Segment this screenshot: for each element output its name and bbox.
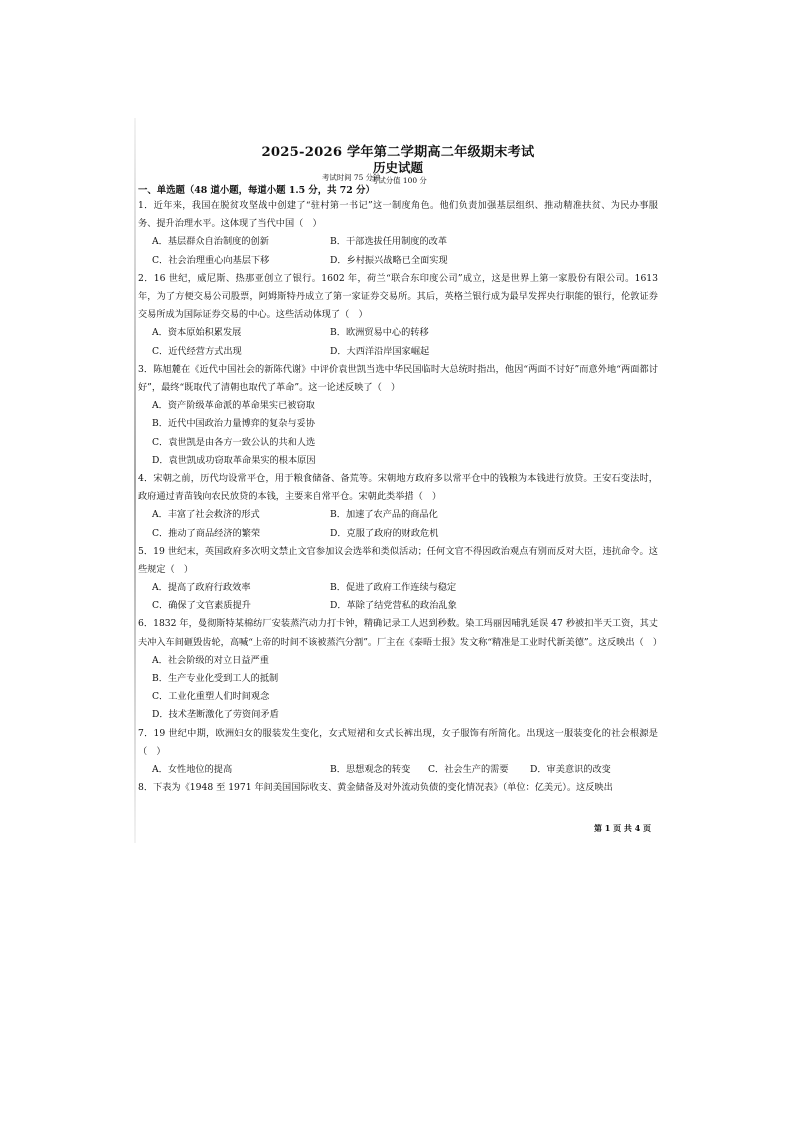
option-list bbox=[138, 233, 658, 269]
exam-score: 考试分值 100 分 bbox=[371, 176, 427, 185]
option-list bbox=[138, 506, 658, 542]
option-row bbox=[138, 579, 658, 597]
question-stem: 2．16 世纪，威尼斯、热那亚创立了银行。1602 年，荷兰“联合东印度公司”成立，这是世界上第一家股份有限公司。1613 年，为了方便交易公司股票，阿姆斯特丹成立了第一家证券交易所。其后，英格兰银行成为最早发挥央行职能的银行，伦敦证券交易所成为国际证券交易的中心。这些活动体现了（ ） bbox=[138, 272, 658, 321]
option-d[interactable]: D．审美意识的改变 bbox=[530, 764, 611, 776]
option-row bbox=[138, 688, 658, 706]
option-d[interactable]: D．大西洋沿岸国家崛起 bbox=[330, 345, 430, 357]
question-stem: 7．19 世纪中期，欧洲妇女的服装发生变化，女式短裙和女式长裤出现，女子服饰有所简化。出现这一服装变化的社会根源是（ ） bbox=[138, 727, 658, 757]
option-list bbox=[138, 761, 658, 779]
option-c[interactable]: C．确保了文官素质提升 bbox=[152, 600, 251, 612]
question-1 bbox=[138, 197, 658, 270]
option-list bbox=[138, 579, 658, 615]
question-stem: 3．陈旭麓在《近代中国社会的新陈代谢》中评价袁世凯当选中华民国临时大总统时指出，他因“两面不讨好”而意外地“两面都讨好”，最终“既取代了清朝也取代了革命”。这一论述反映了（ ） bbox=[138, 363, 658, 393]
option-a[interactable]: A．社会阶级的对立日益严重 bbox=[152, 654, 269, 666]
section-heading: 一、单选题（48 道小题，每道小题 1.5 分，共 72 分） bbox=[138, 185, 375, 196]
option-d[interactable]: D．技术垄断激化了劳资间矛盾 bbox=[152, 709, 279, 721]
exam-time: 考试时间 75 分钟 bbox=[322, 173, 381, 182]
option-a[interactable]: A．基层群众自治制度的创新 bbox=[152, 236, 269, 248]
question-stem: 8．下表为《1948 至 1971 年间美国国际收支、黄金储备及对外流动负债的变化情况表》（单位：亿美元）。这反映出 bbox=[138, 782, 613, 794]
option-list bbox=[138, 324, 658, 360]
question-stem: 4．宋朝之前，历代均设常平仓，用于粮食储备、备荒等。宋朝地方政府多以常平仓中的钱粮为本钱进行放贷。王安石变法时，政府通过青苗钱向农民放贷的本钱，主要来自常平仓。宋朝此类举措（ ） bbox=[138, 472, 658, 503]
option-row bbox=[138, 506, 658, 524]
exam-subject: 历史试题 bbox=[372, 160, 423, 175]
question-7 bbox=[138, 725, 658, 780]
option-b[interactable]: B．促进了政府工作连续与稳定 bbox=[330, 582, 457, 594]
option-d[interactable]: D．袁世凯成功窃取革命果实的根本原因 bbox=[152, 454, 316, 466]
option-c[interactable]: C．社会治理重心向基层下移 bbox=[152, 254, 270, 266]
question-stem: 5．19 世纪末，英国政府多次明文禁止文官参加议会选举和类似活动；任何文官不得因政治观点有别而反对大臣，违抗命令。这些规定（ ） bbox=[138, 545, 658, 575]
option-row bbox=[138, 706, 658, 724]
exam-page bbox=[138, 145, 663, 797]
option-list bbox=[138, 652, 658, 725]
option-list bbox=[138, 397, 658, 470]
option-d[interactable]: D．克服了政府的财政危机 bbox=[330, 527, 439, 539]
option-row bbox=[138, 397, 658, 415]
option-row bbox=[138, 324, 658, 342]
exam-title: 2025-2026 学年第二学期高二年级期末考试 bbox=[261, 145, 535, 160]
option-b[interactable]: B．加速了农产品的商品化 bbox=[330, 509, 438, 521]
question-5 bbox=[138, 543, 658, 616]
option-row bbox=[138, 525, 658, 543]
option-d[interactable]: D．革除了结党营私的政治乱象 bbox=[330, 600, 457, 612]
option-c[interactable]: C．社会生产的需要 bbox=[428, 764, 509, 776]
option-b[interactable]: B．欧洲贸易中心的转移 bbox=[330, 327, 429, 339]
question-2 bbox=[138, 270, 658, 361]
question-stem: 1．近年来，我国在脱贫攻坚战中创建了“驻村第一书记”这一制度角色。他们负责加强基层组织、推动精准扶贫、为民办事服务、提升治理水平。这体现了当代中国（ ） bbox=[138, 200, 658, 230]
option-row bbox=[138, 233, 658, 251]
option-row bbox=[138, 761, 658, 779]
option-row bbox=[138, 652, 658, 670]
option-row bbox=[138, 434, 658, 452]
option-c[interactable]: C．工业化重塑人们时间观念 bbox=[152, 691, 270, 703]
question-8 bbox=[138, 779, 658, 797]
option-row bbox=[138, 415, 658, 433]
exam-meta bbox=[138, 173, 658, 183]
option-b[interactable]: B．干部选拔任用制度的改革 bbox=[330, 236, 448, 248]
option-row bbox=[138, 343, 658, 361]
option-c[interactable]: C．近代经营方式出现 bbox=[152, 345, 242, 357]
option-a[interactable]: A．资本原始积累发展 bbox=[152, 327, 242, 339]
option-c[interactable]: C．推动了商品经济的繁荣 bbox=[152, 527, 261, 539]
question-list bbox=[138, 197, 663, 797]
option-d[interactable]: D．乡村振兴战略已全面实现 bbox=[330, 254, 448, 266]
scan-edge bbox=[134, 118, 136, 843]
question-stem: 6．1832 年，曼彻斯特某棉纺厂安装蒸汽动力打卡钟，精确记录工人迟到秒数。染工玛丽因哺乳延误 47 秒被扣半天工资，其丈夫冲入车间砸毁齿轮，高喊“上帝的时间不该被蒸汽分割”。厂主在《泰晤士报》发文称“精准是工业时代新美德”。这反映出（ ） bbox=[138, 618, 663, 648]
question-4 bbox=[138, 470, 658, 543]
option-c[interactable]: C．袁世凯是由各方一致公认的共和人选 bbox=[152, 436, 316, 448]
option-b[interactable]: B．思想观念的转变 bbox=[330, 764, 411, 776]
option-a[interactable]: A．资产阶级革命派的革命果实已被窃取 bbox=[152, 400, 315, 412]
page-number: 第 1 页 共 4 页 bbox=[594, 823, 652, 833]
option-b[interactable]: B．生产专业化受到工人的抵制 bbox=[152, 673, 279, 685]
question-3 bbox=[138, 361, 658, 470]
option-row bbox=[138, 452, 658, 470]
option-a[interactable]: A．丰富了社会救济的形式 bbox=[152, 509, 260, 521]
option-b[interactable]: B．近代中国政治力量博弈的复杂与妥协 bbox=[152, 418, 315, 430]
option-a[interactable]: A．女性地位的提高 bbox=[152, 764, 233, 776]
question-6 bbox=[138, 615, 663, 724]
option-row bbox=[138, 597, 658, 615]
option-a[interactable]: A．提高了政府行政效率 bbox=[152, 582, 251, 594]
option-row bbox=[138, 670, 658, 688]
option-row bbox=[138, 252, 658, 270]
